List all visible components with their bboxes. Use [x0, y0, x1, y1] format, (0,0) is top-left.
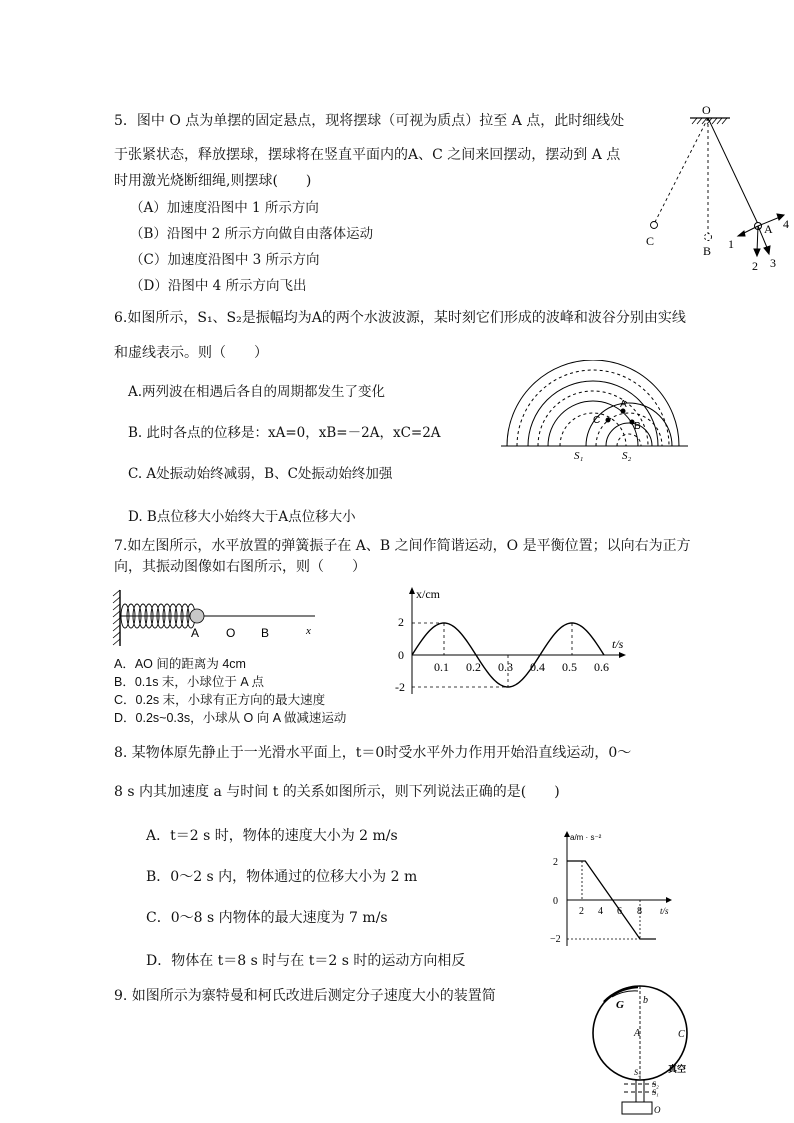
q7-ytick-2: 2 [398, 615, 404, 629]
q7-option-a: A．AO 间的距离为 4cm [114, 657, 246, 671]
pendulum-label-b: B [703, 244, 712, 258]
q6-option-b: B. 此时各点的位移是：xA=0，xB=－2A，xC=2A [128, 425, 441, 441]
q7-stem-line1: 7.如左图所示，水平放置的弹簧振子在 A、B 之间作简谐运动，O 是平衡位置；以向右为正方 [114, 538, 691, 554]
apparatus-label-s1: S₁ [652, 1088, 659, 1097]
q7-xtick-0-4: 0.4 [530, 660, 545, 674]
q5-stem-line1: 5．图中 O 点为单摆的固定悬点，现将摆球（可视为质点）拉至 A 点，此时细线处 [114, 113, 625, 129]
q7-xtick-0-2: 0.2 [466, 660, 481, 674]
q5-option-b: （B）沿图中 2 所示方向做自由落体运动 [130, 226, 374, 242]
wave-label-c: C [593, 415, 601, 426]
q5-option-c: （C）加速度沿图中 3 所示方向 [130, 252, 320, 268]
q7-stem-line2: 向，其振动图像如右图所示，则（ ） [114, 559, 366, 575]
apparatus-label-vacuum: 真空 [668, 1064, 687, 1074]
apparatus-label-g: G [616, 999, 624, 1011]
q8-x-axis-label: t/s [660, 906, 669, 916]
arrow-label-3: 3 [770, 256, 776, 270]
q8-xtick-2: 2 [579, 906, 584, 917]
q5-stem-line3: 时用激光烧断细绳,则摆球( ) [114, 173, 312, 189]
wave-interference-figure [496, 360, 696, 470]
pivot-label-o: O [702, 103, 711, 117]
apparatus-label-c: C [678, 1029, 685, 1040]
q6-option-c: C. A处振动始终减弱，B、C处振动始终加强 [128, 466, 393, 482]
pendulum-figure [630, 100, 794, 280]
q8-y-axis-label: a/m · s⁻² [570, 833, 602, 842]
spring-label-x: x [306, 625, 311, 637]
spring-oscillator-figure [110, 586, 330, 650]
source-label-s2: S₂ [622, 450, 632, 462]
q8-xtick-6: 6 [617, 906, 622, 917]
q7-option-d: D．0.2s~0.3s，小球从 O 向 A 做减速运动 [114, 711, 347, 725]
q8-ytick-neg2: −2 [550, 934, 561, 945]
q7-ytick-neg2: -2 [395, 680, 405, 694]
apparatus-label-s3: S₃ [634, 1068, 641, 1077]
spring-label-a: A [191, 626, 200, 640]
arrow-label-1: 1 [728, 237, 734, 251]
q8-stem-line2: 8 s 内其加速度 a 与时间 t 的关系如图所示，则下列说法正确的是( ) [114, 784, 560, 800]
q5-stem-line2: 于张紧状态，释放摆球，摆球将在竖直平面内的A、C 之间来回摆动，摆动到 A 点 [114, 147, 621, 163]
q9-stem-line1: 9. 如图所示为寨特曼和柯氏改进后测定分子速度大小的装置简 [114, 988, 496, 1004]
wave-label-a: A [620, 399, 627, 410]
q7-ytick-0: 0 [398, 648, 404, 662]
q8-xtick-4: 4 [598, 906, 603, 917]
q7-y-axis-label: x/cm [416, 587, 440, 601]
q7-xtick-0-1: 0.1 [434, 660, 449, 674]
q6-option-d: D. B点位移大小始终大于A点位移大小 [128, 509, 356, 525]
q6-stem-line2: 和虚线表示。则（ ） [114, 345, 268, 361]
q7-graph [390, 584, 640, 704]
spring-label-b: B [261, 626, 270, 640]
q8-graph [546, 828, 681, 950]
q8-option-a: A．t＝2 s 时，物体的速度大小为 2 m/s [146, 828, 398, 844]
source-label-s1: S₁ [574, 450, 584, 462]
molecular-speed-apparatus-figure [586, 980, 706, 1123]
q8-stem-line1: 8. 某物体原先静止于一光滑水平面上，t＝0时受水平外力作用开始沿直线运动，0～ [114, 745, 632, 761]
arrow-label-4: 4 [783, 217, 789, 231]
q8-ytick-2: 2 [553, 857, 558, 868]
q8-option-c: C．0～8 s 内物体的最大速度为 7 m/s [146, 910, 388, 926]
q8-option-b: B．0～2 s 内，物体通过的位移大小为 2 m [146, 869, 418, 885]
wave-label-b: B [634, 421, 641, 432]
q7-xtick-0-6: 0.6 [594, 660, 609, 674]
q8-ytick-0: 0 [553, 896, 558, 907]
q7-option-b: B．0.1s 末，小球位于 A 点 [114, 675, 265, 689]
q6-option-a: A.两列波在相遇后各自的周期都发生了变化 [128, 384, 386, 400]
q7-xtick-0-5: 0.5 [562, 660, 577, 674]
q7-x-axis-label: t/s [612, 637, 624, 651]
apparatus-label-o: O [654, 1105, 661, 1115]
q8-option-d: D．物体在 t＝8 s 时与在 t＝2 s 时的运动方向相反 [146, 953, 466, 969]
q8-xtick-8: 8 [637, 906, 642, 917]
q6-stem-line1: 6.如图所示，S₁、S₂是振幅均为A的两个水波波源，某时刻它们形成的波峰和波谷分别由实线 [114, 310, 686, 326]
spring-label-o: O [226, 626, 236, 640]
q5-option-d: （D）沿图中 4 所示方向飞出 [130, 278, 307, 294]
arrow-label-2: 2 [752, 259, 758, 273]
apparatus-label-b: b [643, 995, 648, 1006]
q5-option-a: （A）加速度沿图中 1 所示方向 [130, 200, 319, 216]
q7-xtick-0-3: 0.3 [498, 660, 513, 674]
pendulum-label-a: A [764, 222, 773, 236]
q7-option-c: C．0.2s 末，小球有正方向的最大速度 [114, 693, 326, 707]
apparatus-label-s2: S₂ [652, 1080, 659, 1089]
apparatus-label-a: A [634, 1028, 641, 1039]
pendulum-label-c: C [646, 234, 655, 248]
